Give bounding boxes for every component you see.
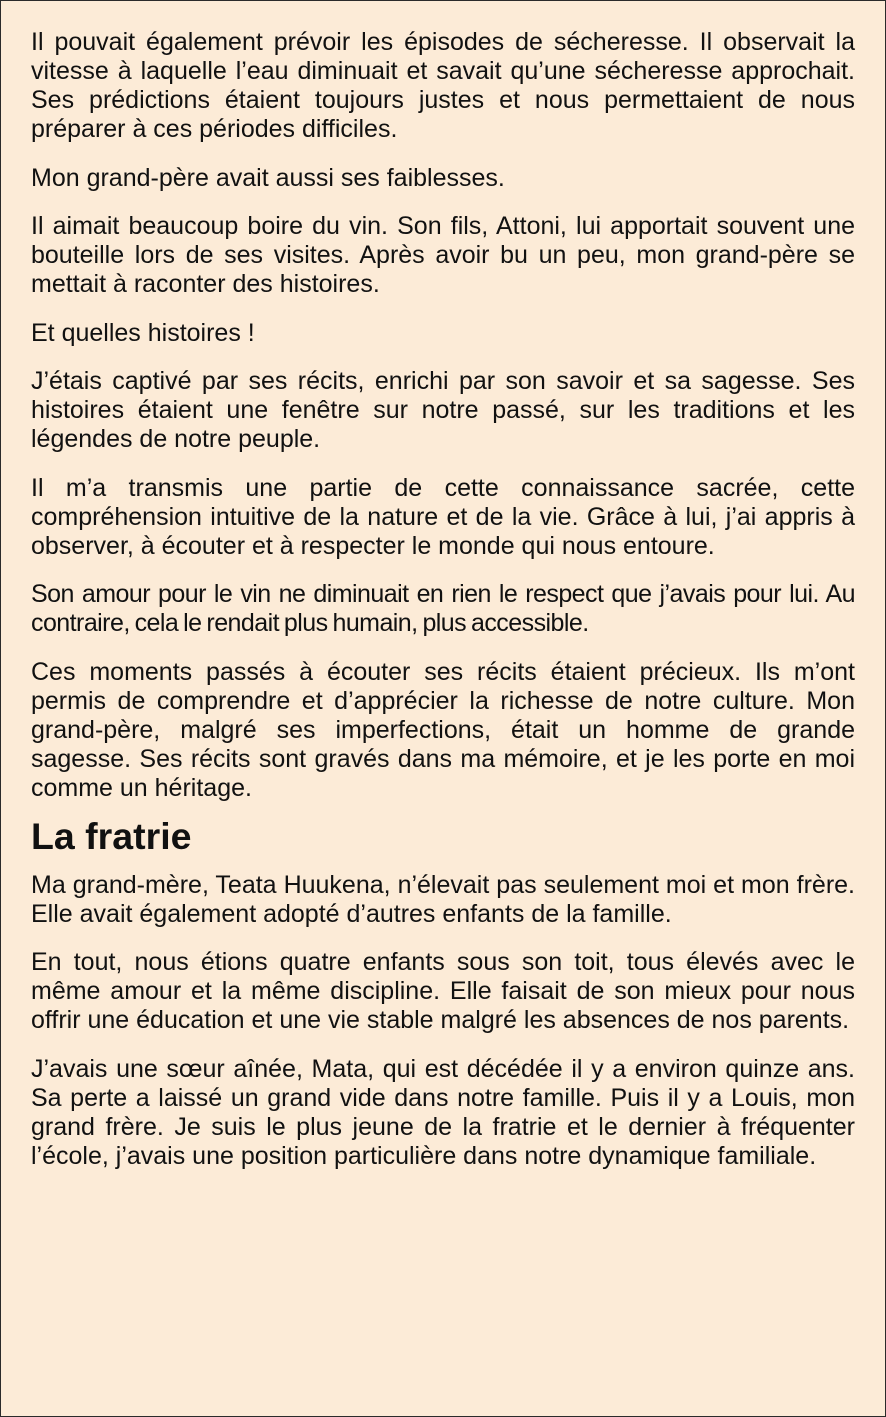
paragraph-heritage: Ces moments passés à écouter ses récits étaient précieux. Ils m’ont permis de comprendre et d’apprécier la richesse de notre culture. Mon grand-père, malgré ses imperfections, était un homme de grande sagesse. Ses récits sont gravés dans ma mémoire, et je les porte en moi comme un héritage. [31,657,855,802]
document-text [31,28,855,1190]
paragraph-drought: Il pouvait également prévoir les épisodes de sécheresse. Il observait la vitesse à laquelle l’eau diminuait et savait qu’une sécheresse approchait. Ses prédictions étaient toujours justes et nous permettaient de nous préparer à ces périodes difficiles. [31,28,855,143]
paragraph-stories: Et quelles histoires ! [31,318,255,347]
paragraph-grandmother: Ma grand-mère, Teata Huukena, n’élevait pas seulement moi et mon frère. Elle avait également adopté d’autres enfants de la famille. [31,870,855,928]
paragraph-knowledge: Il m’a transmis une partie de cette connaissance sacrée, cette compréhension intuitive de la nature et de la vie. Grâce à lui, j’ai appris à observer, à écouter et à respecter le monde qui nous entoure. [31,473,855,560]
paragraph-four-children: En tout, nous étions quatre enfants sous son toit, tous élevés avec le même amour et la même discipline. Elle faisait de son mieux pour nous offrir une éducation et une vie stable malgré les absences de nos parents. [31,948,855,1034]
paragraph-weaknesses: Mon grand-père avait aussi ses faiblesses. [31,163,505,192]
paragraph-captivated: J’étais captivé par ses récits, enrichi par son savoir et sa sagesse. Ses histoires étaient une fenêtre sur notre passé, sur les traditions et les légendes de notre peuple. [31,367,855,453]
section-heading: La fratrie [31,815,192,857]
paragraph-wine: Il aimait beaucoup boire du vin. Son fils, Attoni, lui apportait souvent une bouteille lors de ses visites. Après avoir bu un peu, mon grand-père se mettait à raconter des histoires. [31,212,855,298]
paragraph-siblings: J’avais une sœur aînée, Mata, qui est décédée il y a environ quinze ans. Sa perte a laissé un grand vide dans notre famille. Puis il y a Louis, mon grand frère. Je suis le plus jeune de la fratrie et le dernier à fréquenter l’école, j’avais une position particulière dans notre dynamique familiale. [31,1054,855,1170]
paragraph-respect: Son amour pour le vin ne diminuait en rien le respect que j’avais pour lui. Au contraire, cela le rendait plus humain, plus accessible. [31,580,855,637]
